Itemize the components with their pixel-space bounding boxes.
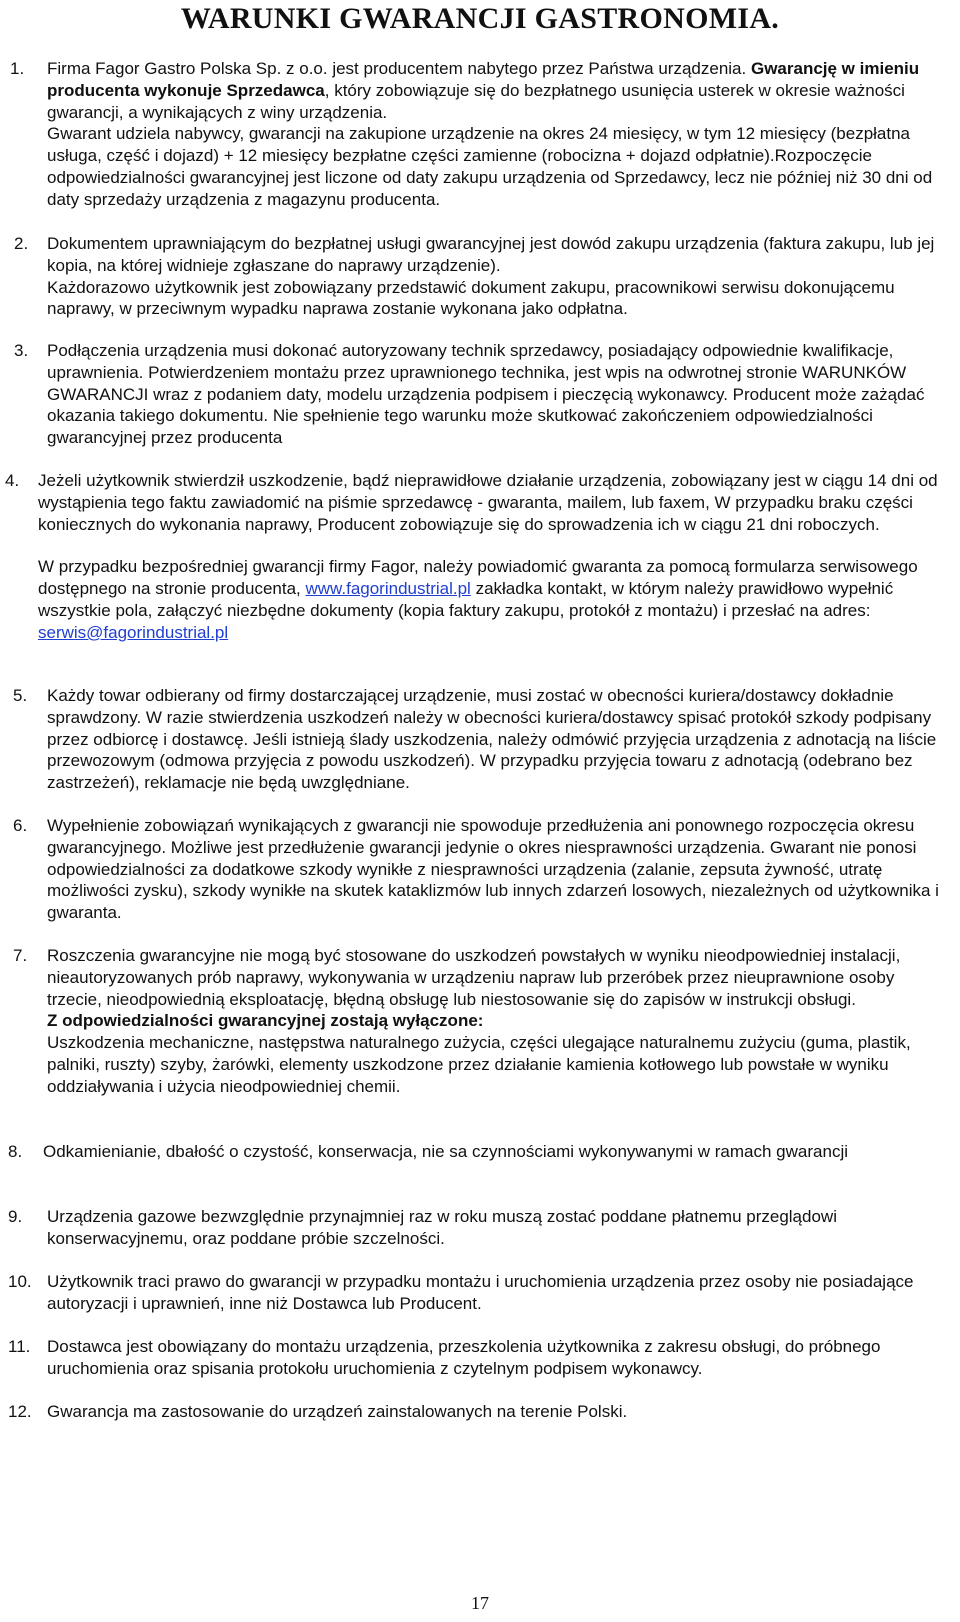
item-body bbox=[47, 1401, 946, 1423]
item-paragraph: Każdorazowo użytkownik jest zobowiązany przedstawić dokument zakupu, pracownikowi serwisu dokonującemu naprawy, w przeciwnym wypadku naprawa zostanie wykonana jako odpłatna. bbox=[47, 277, 895, 319]
item-paragraph: Odkamienianie, dbałość o czystość, konserwacja, nie sa czynnościami wykonywanymi w ramach gwarancji bbox=[43, 1142, 848, 1161]
item-text: zakładka kontakt, w którym należy prawidłowo wypełnić wszystkie pola, załączyć niezbędne dokumenty (kopia faktury zakupu, protokół z montażu) i przesłać na adres: bbox=[38, 579, 894, 620]
item-text: W przypadku bezpośredniej gwarancji firmy Fagor, należy powiadomić gwaranta za pomocą formularza serwisowego dostępnego na stronie producenta, bbox=[38, 557, 918, 599]
item-body bbox=[47, 58, 946, 211]
item-bold-text: Gwarancję w imieniu producenta wykonuje Sprzedawca bbox=[47, 59, 920, 100]
item-body bbox=[47, 1271, 946, 1315]
item-body bbox=[43, 1141, 946, 1163]
item-body bbox=[47, 945, 946, 1098]
email-link[interactable]: serwis@fagorindustrial.pl bbox=[38, 622, 229, 642]
item-number: 3. bbox=[14, 341, 29, 360]
item-number: 4. bbox=[5, 471, 20, 490]
item-number: 7. bbox=[13, 946, 28, 965]
item-number: 6. bbox=[13, 816, 28, 835]
document-title: WARUNKI GWARANCJI GASTRONOMIA. bbox=[180, 2, 780, 35]
item-body bbox=[47, 815, 946, 924]
item-paragraph bbox=[38, 556, 946, 643]
item-text: , który zobowiązuje się do bezpłatnego usunięcia usterek w okresie ważności gwarancji, a wynikających z winy urządzenia. bbox=[47, 80, 905, 122]
item-paragraph bbox=[47, 58, 946, 123]
item-paragraph: Każdy towar odbierany od firmy dostarczającej urządzenie, musi zostać w obecności kuriera/dostawcy dokładnie sprawdzony. W razie stwierdzenia uszkodzeń należy w obecności kuriera/dostawcy spisać protokół szkody podpisany przez odbiorcę i dostawcę. Jeśli istnieją ślady uszkodzenia, należy odmówić przyjęcia urządzenia z adnotacją na liście przewozowym (odmowa przyjęcia z powodu uszkodzeń). W przypadku przyjęcia towaru z adnotacją (odebrano bez zastrzeżeń), reklamacje nie będą uwzględniane. bbox=[47, 686, 937, 793]
page-number: 17 bbox=[471, 1593, 489, 1613]
item-number: 10. bbox=[8, 1272, 32, 1291]
item-number: 8. bbox=[8, 1142, 23, 1161]
item-number: 1. bbox=[10, 59, 25, 78]
item-paragraph: Urządzenia gazowe bezwzględnie przynajmniej raz w roku muszą zostać poddane płatnemu przeglądowi konserwacyjnemu, oraz poddane próbie szczelności. bbox=[47, 1207, 837, 1248]
item-number: 12. bbox=[8, 1402, 32, 1421]
item-paragraph: Jeżeli użytkownik stwierdził uszkodzenie, bądź nieprawidłowe działanie urządzenia, zobowiązany jest w ciągu 14 dni od wystąpienia tego faktu zawiadomić na piśmie sprzedawcę - gwaranta, mailem, lub faxem, W przypadku braku części koniecznych do wykonania naprawy, Producent zobowiązuje się do sprowadzenia ich w ciągu 21 dni roboczych. bbox=[38, 471, 938, 534]
item-number: 2. bbox=[14, 234, 29, 253]
item-paragraph: Gwarant udziela nabywcy, gwarancji na zakupione urządzenie na okres 24 miesięcy, w tym 12 miesięcy (bezpłatna usługa, część i dojazd) + 12 miesięcy bezpłatne części zamienne (robocizna + dojazd odpłatnie).Rozpoczęcie odpowiedzialności gwarancyjnej jest liczone od daty zakupu urządzenia od Sprzedawcy, lecz nie później niż 30 dni od daty sprzedaży urządzenia z magazynu producenta. bbox=[47, 124, 933, 209]
item-number: 11. bbox=[8, 1337, 31, 1356]
item-paragraph: Wypełnienie zobowiązań wynikających z gwarancji nie spowoduje przedłużenia ani ponownego rozpoczęcia okresu gwarancyjnego. Możliwe jest przedłużenie gwarancji jedynie o okres niesprawności urządzenia. Gwarant nie ponosi odpowiedzialności za dodatkowe szkody wynikłe z niesprawności urządzenia (zalanie, zepsuta żywność, utratę możliwości zysku), szkody wynikłe na skutek kataklizmów lub innych zdarzeń losowych, niezależnych od użytkownika i gwaranta. bbox=[47, 816, 939, 923]
item-body bbox=[47, 340, 946, 449]
item-body bbox=[47, 1206, 946, 1250]
item-body bbox=[47, 233, 946, 320]
item-paragraph: Dostawca jest obowiązany do montażu urządzenia, przeszkolenia użytkownika z zakresu obsługi, do próbnego uruchomienia oraz spisania protokołu uruchomienia z czytelnym podpisem wykonawcy. bbox=[47, 1337, 881, 1378]
item-paragraph: Gwarancja ma zastosowanie do urządzeń zainstalowanych na terenie Polski. bbox=[47, 1402, 628, 1421]
item-paragraph: Dokumentem uprawniającym do bezpłatnej usługi gwarancyjnej jest dowód zakupu urządzenia (faktura zakupu, lub jej kopia, na której widnieje zgłaszane do naprawy urządzenie). bbox=[47, 234, 935, 275]
item-body bbox=[47, 685, 946, 794]
item-paragraph: Roszczenia gwarancyjne nie mogą być stosowane do uszkodzeń powstałych w wyniku nieodpowiedniej instalacji, nieautoryzowanych prób naprawy, wykonywania w urządzeniu napraw lub przeróbek przez nieuprawnione osoby trzecie, nieodpowiednią eksploatację, błędną obsługę lub niestosowanie się do zapisów w instrukcji obsługi. bbox=[47, 946, 901, 1009]
item-number: 9. bbox=[8, 1207, 23, 1226]
item-body bbox=[47, 1336, 946, 1380]
item-paragraph: Podłączenia urządzenia musi dokonać autoryzowany technik sprzedawcy, posiadający odpowiednie kwalifikacje, uprawnienia. Potwierdzeniem montażu przez uprawnionego technika, jest wpis na odwrotnej stronie WARUNKÓW GWARANCJI wraz z podaniem daty, modelu urządzenia podpisem i pieczęcią wykonawcy. Producent może zażądać okazania takiego dokumentu. Nie spełnienie tego warunku może skutkować zakończeniem odpowiedzialności gwarancyjnej przez producenta bbox=[47, 341, 925, 448]
exclusions-heading: Z odpowiedzialności gwarancyjnej zostają wyłączone: bbox=[47, 1011, 484, 1031]
website-link[interactable]: www.fagorindustrial.pl bbox=[305, 579, 471, 599]
item-text: Firma Fagor Gastro Polska Sp. z o.o. jest producentem nabytego przez Państwa urządzenia. bbox=[47, 59, 747, 78]
item-paragraph: Uszkodzenia mechaniczne, następstwa naturalnego zużycia, części ulegające naturalnemu zużyciu (guma, plastik, palniki, ruszty) szyby, żarówki, elementy uszkodzone przez działanie kamienia kotłowego lub powstałe w wyniku oddziaływania i użycia nieodpowiedniej chemii. bbox=[47, 1033, 911, 1096]
item-number: 5. bbox=[13, 686, 28, 705]
item-paragraph: Użytkownik traci prawo do gwarancji w przypadku montażu i uruchomienia urządzenia przez osoby nie posiadające autoryzacji i uprawnień, inne niż Dostawca lub Producent. bbox=[47, 1272, 914, 1313]
item-body bbox=[38, 470, 946, 644]
